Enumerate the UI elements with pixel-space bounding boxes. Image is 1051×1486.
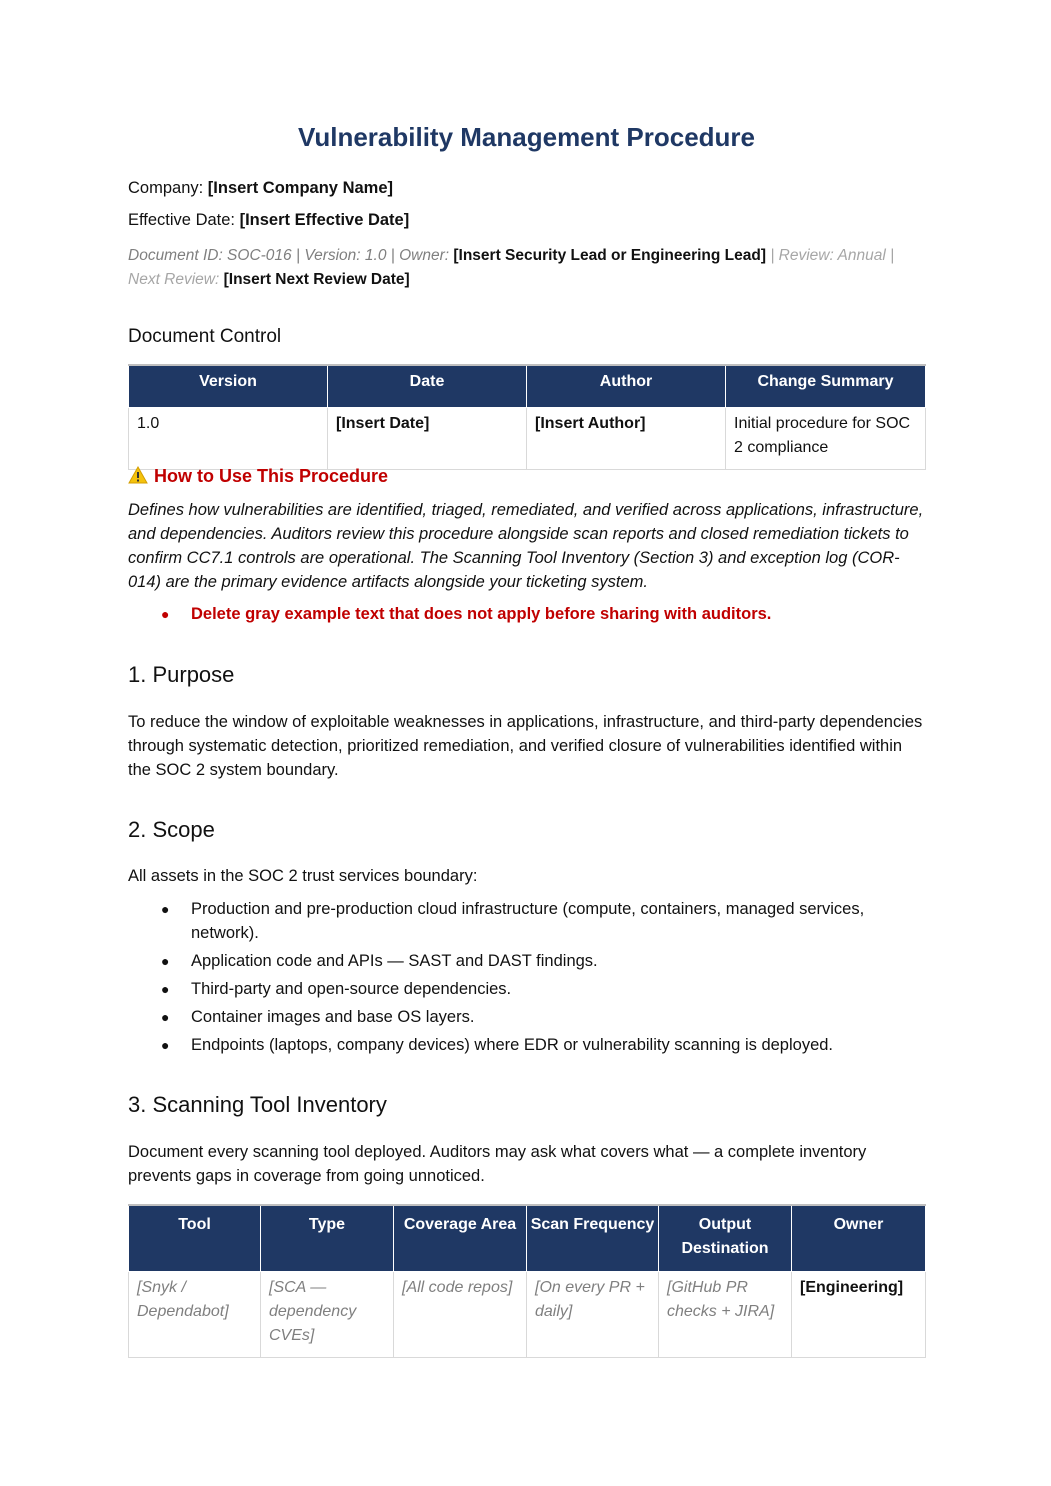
how-to-text: Defines how vulnerabilities are identified, triaged, remediated, and verified across applications, infrastructure, and dependencies. Auditors review this procedure alongside scan reports and closed remediation tickets to confirm CC7.1 controls are operational. The Scanning Tool Inventory (Section 3) and exception log (COR-014) are the primary evidence artifacts alongside your ticketing system. (128, 501, 924, 591)
cell-change-summary: Initial procedure for SOC 2 compliance (726, 407, 926, 469)
column-header-author: Author (527, 365, 726, 407)
effective-date-line (128, 211, 409, 230)
effective-date-value: [Insert Effective Date] (239, 211, 410, 229)
list-item: ● Third-party and open-source dependencies. (161, 980, 512, 998)
company-line (128, 179, 393, 198)
docinfo-prefix: Document ID: SOC-016 | Version: 1.0 | Owner: (128, 247, 454, 264)
column-header-date: Date (328, 365, 527, 407)
inventory-heading: 3. Scanning Tool Inventory (128, 1092, 387, 1117)
cell-owner: [Engineering] (792, 1271, 926, 1357)
column-header-owner: Owner (792, 1205, 926, 1271)
docinfo-middle: | Review: Annual | Next Review: (128, 247, 895, 288)
cell-scan-frequency: [On every PR + daily] (527, 1271, 659, 1357)
how-to-bullets (128, 602, 925, 630)
purpose-heading: 1. Purpose (128, 662, 235, 687)
column-header-tool: Tool (129, 1205, 261, 1271)
table-header-row (129, 1205, 926, 1271)
warning-icon (128, 466, 148, 484)
scope-intro: All assets in the SOC 2 trust services boundary: (128, 867, 478, 885)
list-item: ● Endpoints (laptops, company devices) where EDR or vulnerability scanning is deployed. (161, 1036, 834, 1054)
scope-list (128, 897, 925, 1061)
effective-date-label: Effective Date: (128, 211, 240, 229)
cell-author: [Insert Author] (527, 407, 726, 469)
column-header-change-summary: Change Summary (726, 365, 926, 407)
document-info (128, 244, 925, 292)
how-to-heading (128, 466, 388, 487)
table-header-row (129, 365, 926, 407)
cell-version: 1.0 (129, 407, 328, 469)
cell-tool: [Snyk / Dependabot] (129, 1271, 261, 1357)
scanning-tool-table (128, 1204, 926, 1358)
scope-heading: 2. Scope (128, 817, 215, 842)
table-row (129, 1271, 926, 1357)
list-item: ● Delete gray example text that does not apply before sharing with auditors. (161, 605, 772, 623)
document-control-table (128, 364, 926, 470)
column-header-coverage-area: Coverage Area (394, 1205, 527, 1271)
column-header-version: Version (129, 365, 328, 407)
table-row (129, 407, 926, 469)
cell-date: [Insert Date] (328, 407, 527, 469)
company-label: Company: (128, 179, 208, 197)
list-item: ● Production and pre-production cloud infrastructure (compute, containers, managed services, network). (161, 900, 865, 942)
cell-output-destination: [GitHub PR checks + JIRA] (659, 1271, 792, 1357)
cell-type: [SCA — dependency CVEs] (261, 1271, 394, 1357)
docinfo-next-review: [Insert Next Review Date] (223, 271, 410, 288)
column-header-scan-frequency: Scan Frequency (527, 1205, 659, 1271)
how-to-title: How to Use This Procedure (154, 466, 389, 486)
docinfo-owner: [Insert Security Lead or Engineering Lead] (453, 247, 767, 264)
purpose-text: To reduce the window of exploitable weaknesses in applications, infrastructure, and third-party dependencies through systematic detection, prioritized remediation, and verified closure of vulnerabilities identified within the SOC 2 system boundary. (128, 713, 923, 779)
cell-coverage-area: [All code repos] (394, 1271, 527, 1357)
list-item: ● Application code and APIs — SAST and DAST findings. (161, 952, 598, 970)
document-title: Vulnerability Management Procedure (297, 122, 756, 152)
column-header-type: Type (261, 1205, 394, 1271)
column-header-output-destination: Output Destination (659, 1205, 792, 1271)
company-value: [Insert Company Name] (207, 179, 394, 197)
inventory-intro: Document every scanning tool deployed. Auditors may ask what covers what — a complete inventory prevents gaps in coverage from going unnoticed. (128, 1143, 867, 1185)
document-control-heading: Document Control (128, 326, 282, 347)
list-item: ● Container images and base OS layers. (161, 1008, 475, 1026)
